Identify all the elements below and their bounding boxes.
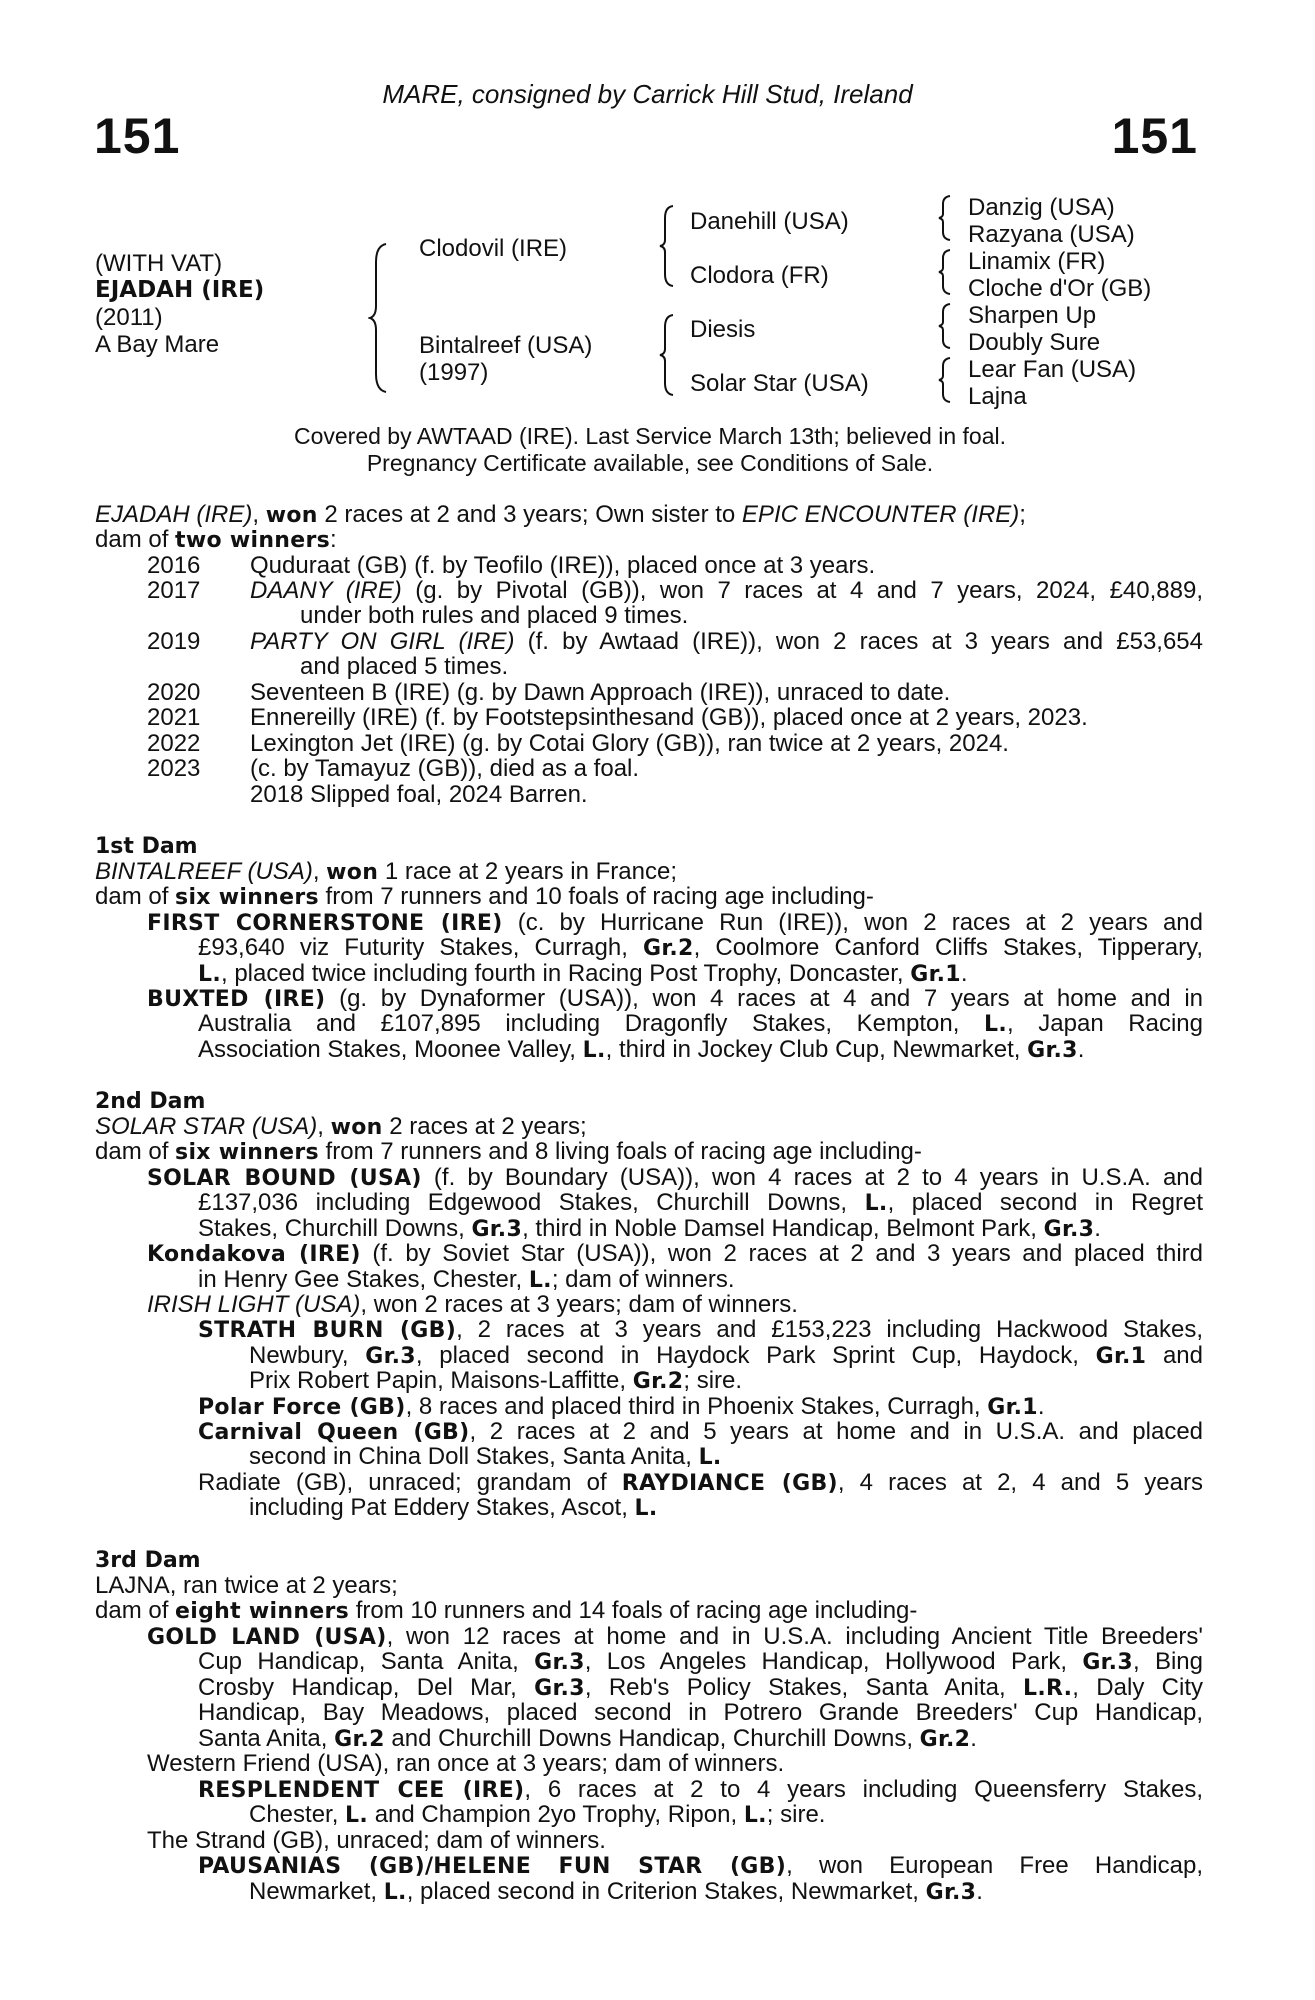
- pedigree-ddd: Lajna: [968, 383, 1027, 410]
- dam2-produce-summary: dam of six winners from 7 runners and 8 living foals of racing age including-: [95, 1138, 922, 1165]
- dam1-heading: 1st Dam: [95, 834, 198, 859]
- mare-produce-summary: dam of two winners:: [95, 526, 337, 553]
- dam3-heading: 3rd Dam: [95, 1548, 201, 1573]
- dam3-horse-1: GOLD LAND (USA), won 12 races at home and in U.S.A. including Ancient Title Breeders': [147, 1623, 1203, 1650]
- pedigree-ssd: Razyana (USA): [968, 221, 1135, 248]
- produce-entry: Quduraat (GB) (f. by Teofilo (IRE)), placed once at 3 years.: [250, 552, 876, 579]
- pedigree-sss: Danzig (USA): [968, 194, 1115, 221]
- produce-entry-cont: under both rules and placed 9 times.: [300, 602, 689, 629]
- pedigree-dss: Sharpen Up: [968, 302, 1097, 329]
- dam3-produce-summary: dam of eight winners from 10 runners and 14 foals of racing age including-: [95, 1597, 918, 1624]
- dam1-horse-2-line3: Association Stakes, Moonee Valley, L., third in Jockey Club Cup, Newmarket, Gr.3.: [198, 1036, 1085, 1063]
- dam1-produce-summary: dam of six winners from 7 runners and 10 foals of racing age including-: [95, 883, 874, 910]
- dam1-horse-1: FIRST CORNERSTONE (IRE) (c. by Hurricane Run (IRE)), won 2 races at 2 years and: [147, 909, 1203, 936]
- subject-vat: (WITH VAT): [95, 250, 223, 277]
- dam1-horse-1-line3: L., placed twice including fourth in Racing Post Trophy, Doncaster, Gr.1.: [198, 960, 968, 987]
- pedigree-sire: Clodovil (IRE): [419, 235, 568, 262]
- produce-entry: (c. by Tamayuz (GB)), died as a foal.: [250, 755, 640, 782]
- brace-gen3-1: [937, 194, 953, 242]
- dam1-horse-1-line2: £93,640 viz Futurity Stakes, Curragh, Gr.2, Coolmore Canford Cliffs Stakes, Tipperary,: [198, 934, 1204, 961]
- pedigree-dam-year: (1997): [419, 359, 489, 386]
- dam1-horse-2-line2: Australia and £107,895 including Dragonfly Stakes, Kempton, L., Japan Racing: [198, 1010, 1203, 1037]
- lot-number-left: 151: [94, 108, 181, 164]
- produce-entry: Lexington Jet (IRE) (g. by Cotai Glory (GB)), ran twice at 2 years, 2024.: [250, 730, 1009, 757]
- dam2-horse-3: IRISH LIGHT (USA), won 2 races at 3 years; dam of winners.: [147, 1291, 798, 1318]
- dam1-summary: BINTALREEF (USA), won 1 race at 2 years in France;: [95, 858, 677, 885]
- lot-number-right: 151: [1111, 108, 1198, 164]
- produce-year: 2021: [147, 704, 201, 731]
- pedigree-sdd: Cloche d'Or (GB): [968, 275, 1152, 302]
- dam3-grand-1-line2: Chester, L. and Champion 2yo Trophy, Ripon, L.; sire.: [249, 1801, 826, 1828]
- dam3-horse-1-line3: Crosby Handicap, Del Mar, Gr.3, Reb's Policy Stakes, Santa Anita, L.R., Daly City: [198, 1674, 1204, 1701]
- dam2-grand-3: Carnival Queen (GB), 2 races at 2 and 5 years at home and in U.S.A. and placed: [198, 1418, 1204, 1445]
- dam3-horse-3: The Strand (GB), unraced; dam of winners.: [147, 1827, 606, 1854]
- dam2-grand-3-line2: second in China Doll Stakes, Santa Anita, L.: [249, 1443, 722, 1470]
- produce-entry: DAANY (IRE) (g. by Pivotal (GB)), won 7 races at 4 and 7 years, 2024, £40,889,: [250, 577, 1204, 604]
- dam2-grand-1: STRATH BURN (GB), 2 races at 3 years and £153,223 including Hackwood Stakes,: [198, 1316, 1203, 1343]
- brace-gen3-2: [937, 248, 953, 296]
- brace-gen2-dam: [658, 313, 676, 397]
- subject-description: A Bay Mare: [95, 331, 220, 358]
- brace-gen3-3: [937, 302, 953, 350]
- produce-year: 2023: [147, 755, 201, 782]
- produce-year: 2019: [147, 628, 201, 655]
- pedigree-ds: Diesis: [690, 316, 756, 343]
- pedigree-dam: Bintalreef (USA): [419, 332, 593, 359]
- dam1-horse-2: BUXTED (IRE) (g. by Dynaformer (USA)), won 4 races at 4 and 7 years at home and in: [147, 985, 1203, 1012]
- brace-gen3-4: [937, 356, 953, 404]
- produce-entry: PARTY ON GIRL (IRE) (f. by Awtaad (IRE)), won 2 races at 3 years and £53,654: [250, 628, 1203, 655]
- dam3-grand-1: RESPLENDENT CEE (IRE), 6 races at 2 to 4 years including Queensferry Stakes,: [198, 1776, 1203, 1803]
- dam2-grand-4: Radiate (GB), unraced; grandam of RAYDIANCE (GB), 4 races at 2, 4 and 5 years: [198, 1469, 1203, 1496]
- dam2-grand-2: Polar Force (GB), 8 races and placed third in Phoenix Stakes, Curragh, Gr.1.: [198, 1393, 1045, 1420]
- pedigree-dds: Lear Fan (USA): [968, 356, 1137, 383]
- dam2-horse-1-line3: Stakes, Churchill Downs, Gr.3, third in Noble Damsel Handicap, Belmont Park, Gr.3.: [198, 1215, 1101, 1242]
- dam3-summary: LAJNA, ran twice at 2 years;: [95, 1572, 398, 1599]
- dam2-horse-2: Kondakova (IRE) (f. by Soviet Star (USA)), won 2 races at 2 and 3 years and placed third: [147, 1240, 1204, 1267]
- produce-year: 2017: [147, 577, 201, 604]
- dam3-horse-2: Western Friend (USA), ran once at 3 years; dam of winners.: [147, 1750, 785, 1777]
- dam3-grand-2-line2: Newmarket, L., placed second in Criterion Stakes, Newmarket, Gr.3.: [249, 1878, 983, 1905]
- pedigree-dsd: Doubly Sure: [968, 329, 1101, 356]
- produce-entry: Seventeen B (IRE) (g. by Dawn Approach (IRE)), unraced to date.: [250, 679, 951, 706]
- dam2-grand-1-line3: Prix Robert Papin, Maisons-Laffitte, Gr.2; sire.: [249, 1367, 743, 1394]
- pedigree-ss: Danehill (USA): [690, 208, 849, 235]
- produce-year: 2016: [147, 552, 201, 579]
- consignment-line: MARE, consigned by Carrick Hill Stud, Ireland: [382, 79, 913, 109]
- covered-note: [0, 423, 1300, 477]
- dam3-horse-1-line5: Santa Anita, Gr.2 and Churchill Downs Handicap, Churchill Downs, Gr.2.: [198, 1725, 977, 1752]
- mare-summary: EJADAH (IRE), won 2 races at 2 and 3 years; Own sister to EPIC ENCOUNTER (IRE);: [95, 501, 1026, 528]
- dam2-horse-1-line2: £137,036 including Edgewood Stakes, Churchill Downs, L., placed second in Regret: [198, 1189, 1204, 1216]
- dam2-horse-1: SOLAR BOUND (USA) (f. by Boundary (USA)), won 4 races at 2 to 4 years in U.S.A. and: [147, 1164, 1203, 1191]
- dam2-summary: SOLAR STAR (USA), won 2 races at 2 years;: [95, 1113, 587, 1140]
- produce-note: 2018 Slipped foal, 2024 Barren.: [250, 781, 588, 808]
- subject-year: (2011): [95, 304, 163, 331]
- pedigree-sd: Clodora (FR): [690, 262, 829, 289]
- brace-gen2-sire: [658, 204, 676, 288]
- covered-line-1: Covered by AWTAAD (IRE). Last Service March 13th; believed in foal.: [293, 423, 1006, 449]
- produce-entry: Ennereilly (IRE) (f. by Footstepsinthesand (GB)), placed once at 2 years, 2023.: [250, 704, 1088, 731]
- brace-gen1: [368, 242, 390, 394]
- subject-name: EJADAH (IRE): [95, 277, 265, 303]
- dam2-horse-2-line2: in Henry Gee Stakes, Chester, L.; dam of winners.: [198, 1266, 735, 1293]
- dam2-grand-1-line2: Newbury, Gr.3, placed second in Haydock Park Sprint Cup, Haydock, Gr.1 and: [249, 1342, 1203, 1369]
- pedigree-sds: Linamix (FR): [968, 248, 1106, 275]
- produce-year: 2022: [147, 730, 201, 757]
- dam3-horse-1-line2: Cup Handicap, Santa Anita, Gr.3, Los Angeles Handicap, Hollywood Park, Gr.3, Bing: [198, 1648, 1203, 1675]
- dam3-horse-1-line4: Handicap, Bay Meadows, placed second in Potrero Grande Breeders' Cup Handicap,: [198, 1699, 1203, 1726]
- produce-entry-cont: and placed 5 times.: [300, 653, 509, 680]
- pedigree-dd: Solar Star (USA): [690, 370, 869, 397]
- dam2-heading: 2nd Dam: [95, 1089, 206, 1114]
- produce-year: 2020: [147, 679, 201, 706]
- covered-line-2: Pregnancy Certificate available, see Conditions of Sale.: [366, 450, 934, 476]
- dam3-grand-2: PAUSANIAS (GB)/HELENE FUN STAR (GB), won European Free Handicap,: [198, 1852, 1204, 1879]
- dam2-grand-4-line2: including Pat Eddery Stakes, Ascot, L.: [249, 1494, 658, 1521]
